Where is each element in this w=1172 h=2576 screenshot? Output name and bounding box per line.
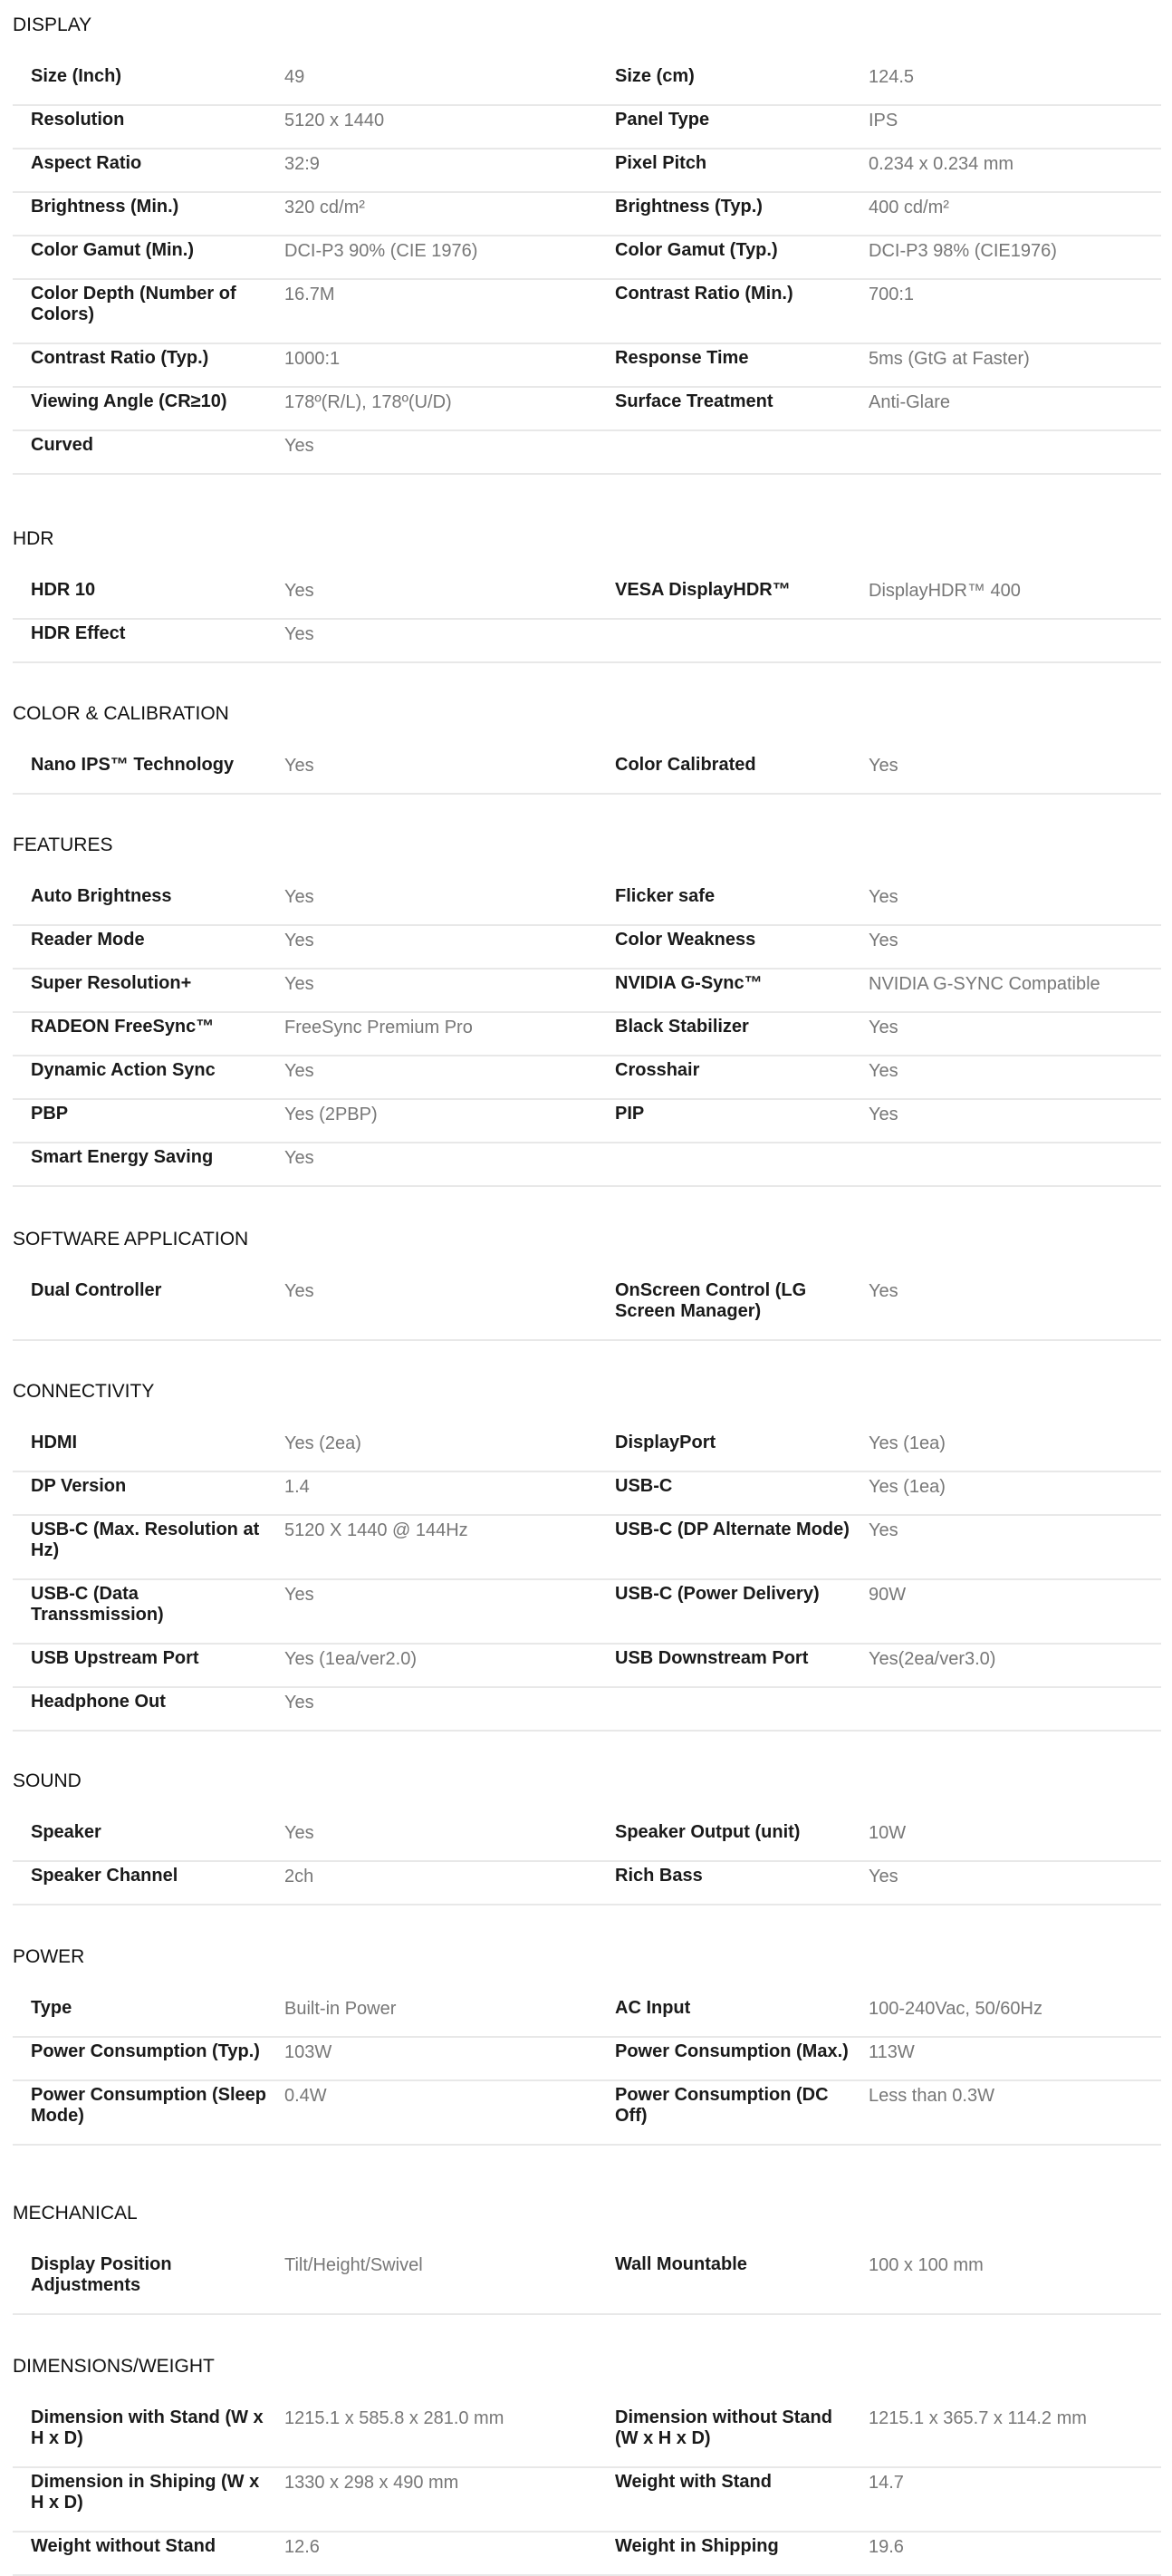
spec-row bbox=[13, 431, 1161, 475]
spec-value: 320 cd/m² bbox=[284, 198, 365, 217]
spec-row bbox=[13, 193, 1161, 236]
spec-value: Yes bbox=[284, 1061, 314, 1081]
spec-label-ac-input: AC Input bbox=[615, 1998, 691, 2018]
spec-value: Yes bbox=[284, 931, 314, 950]
spec-label-viewing-angle-cr-10: Viewing Angle (CR≥10) bbox=[31, 391, 227, 411]
section-title: DIMENSIONS/WEIGHT bbox=[13, 2356, 215, 2377]
spec-label-headphone-out: Headphone Out bbox=[31, 1692, 166, 1712]
spec-label-surface-treatment: Surface Treatment bbox=[615, 391, 773, 411]
spec-value: Built-in Power bbox=[284, 1999, 397, 2019]
spec-value: 103W bbox=[284, 2042, 332, 2062]
spec-row bbox=[13, 344, 1161, 388]
spec-label-type: Type bbox=[31, 1998, 72, 2018]
spec-value: Yes bbox=[869, 931, 898, 950]
spec-label-pip: PIP bbox=[615, 1104, 645, 1124]
spec-label-weight-with-stand: Weight with Stand bbox=[615, 2472, 772, 2492]
spec-value: 1330 x 298 x 490 mm bbox=[284, 2473, 459, 2493]
spec-label-dimension-without-stand-w-x-h-x-d: Dimension without Stand (W x H x D) bbox=[615, 2407, 832, 2448]
spec-label-hdmi: HDMI bbox=[31, 1433, 78, 1452]
section-title: HDR bbox=[13, 528, 54, 549]
section-title: SOUND bbox=[13, 1770, 82, 1791]
spec-value: 1215.1 x 585.8 x 281.0 mm bbox=[284, 2408, 504, 2428]
spec-row bbox=[13, 106, 1161, 150]
spec-label-contrast-ratio-typ: Contrast Ratio (Typ.) bbox=[31, 348, 209, 368]
spec-label-crosshair: Crosshair bbox=[615, 1060, 700, 1080]
spec-row bbox=[13, 883, 1161, 926]
spec-value: 100 x 100 mm bbox=[869, 2255, 984, 2275]
spec-label-usb-upstream-port: USB Upstream Port bbox=[31, 1648, 199, 1668]
section-title: POWER bbox=[13, 1946, 85, 1967]
section-title: FEATURES bbox=[13, 835, 113, 855]
spec-label-color-calibrated: Color Calibrated bbox=[615, 755, 756, 775]
spec-row bbox=[13, 1056, 1161, 1100]
spec-value: 5120 x 1440 bbox=[284, 111, 385, 130]
spec-label-dimension-with-stand-w-x-h-x-d: Dimension with Stand (W x H x D) bbox=[31, 2407, 264, 2448]
spec-label-display-position-adjustments: Display Position Adjustments bbox=[31, 2254, 172, 2295]
spec-value: 49 bbox=[284, 67, 305, 87]
spec-label-wall-mountable: Wall Mountable bbox=[615, 2254, 747, 2274]
spec-label-onscreen-control-lg-screen-manager: OnScreen Control (LG Screen Manager) bbox=[615, 1280, 807, 1321]
spec-value: 0.4W bbox=[284, 2086, 327, 2106]
spec-value: 113W bbox=[869, 2042, 915, 2062]
spec-label-hdr-effect: HDR Effect bbox=[31, 623, 126, 643]
spec-label-auto-brightness: Auto Brightness bbox=[31, 886, 172, 906]
section-title: SOFTWARE APPLICATION bbox=[13, 1229, 249, 1249]
spec-label-usb-c-max-resolution-at-hz: USB-C (Max. Resolution at Hz) bbox=[31, 1520, 260, 1560]
spec-row bbox=[13, 388, 1161, 431]
spec-label-nvidia-g-sync: NVIDIA G-Sync™ bbox=[615, 973, 763, 993]
spec-label-pixel-pitch: Pixel Pitch bbox=[615, 153, 707, 173]
spec-label-usb-c-power-delivery: USB-C (Power Delivery) bbox=[615, 1584, 820, 1604]
spec-value: 90W bbox=[869, 1585, 907, 1605]
spec-row bbox=[13, 1100, 1161, 1143]
spec-label-speaker-output-unit: Speaker Output (unit) bbox=[615, 1822, 801, 1842]
spec-value: Yes bbox=[284, 1693, 314, 1713]
spec-value: Tilt/Height/Swivel bbox=[284, 2255, 423, 2275]
spec-label-color-gamut-min: Color Gamut (Min.) bbox=[31, 240, 194, 260]
spec-label-rich-bass: Rich Bass bbox=[615, 1866, 703, 1886]
spec-label-smart-energy-saving: Smart Energy Saving bbox=[31, 1147, 214, 1167]
spec-value: Yes bbox=[869, 1061, 898, 1081]
spec-label-pbp: PBP bbox=[31, 1104, 69, 1124]
spec-label-curved: Curved bbox=[31, 435, 93, 455]
spec-label-brightness-min: Brightness (Min.) bbox=[31, 197, 179, 217]
spec-value: 5ms (GtG at Faster) bbox=[869, 349, 1030, 369]
spec-value: 400 cd/m² bbox=[869, 198, 949, 217]
spec-value: Less than 0.3W bbox=[869, 2086, 994, 2106]
spec-value: Anti-Glare bbox=[869, 392, 951, 412]
spec-row bbox=[13, 1645, 1161, 1688]
spec-label-speaker: Speaker bbox=[31, 1822, 101, 1842]
spec-label-usb-downstream-port: USB Downstream Port bbox=[615, 1648, 809, 1668]
spec-value: Yes bbox=[284, 1585, 314, 1605]
spec-value: 1215.1 x 365.7 x 114.2 mm bbox=[869, 2408, 1087, 2428]
spec-value: Yes bbox=[869, 1867, 898, 1886]
spec-value: Yes bbox=[869, 1105, 898, 1124]
spec-row bbox=[13, 236, 1161, 280]
spec-value: NVIDIA G-SYNC Compatible bbox=[869, 974, 1100, 994]
spec-label-dual-controller: Dual Controller bbox=[31, 1280, 162, 1300]
spec-label-reader-mode: Reader Mode bbox=[31, 930, 145, 950]
spec-label-power-consumption-sleep-mode: Power Consumption (Sleep Mode) bbox=[31, 2085, 267, 2126]
spec-label-dp-version: DP Version bbox=[31, 1476, 127, 1496]
spec-value: Yes bbox=[284, 436, 314, 456]
spec-label-contrast-ratio-min: Contrast Ratio (Min.) bbox=[615, 284, 793, 304]
spec-label-response-time: Response Time bbox=[615, 348, 749, 368]
spec-label-size-cm: Size (cm) bbox=[615, 66, 695, 86]
spec-value: 14.7 bbox=[869, 2473, 904, 2493]
spec-row bbox=[13, 1516, 1161, 1580]
spec-value: 1.4 bbox=[284, 1477, 310, 1497]
spec-label-black-stabilizer: Black Stabilizer bbox=[615, 1017, 749, 1037]
spec-row bbox=[13, 1580, 1161, 1645]
spec-value: 16.7M bbox=[284, 285, 335, 304]
spec-row bbox=[13, 2038, 1161, 2081]
spec-label-nano-ips-technology: Nano IPS™ Technology bbox=[31, 755, 235, 775]
spec-row bbox=[13, 150, 1161, 193]
spec-row bbox=[13, 1862, 1161, 1905]
spec-value: 124.5 bbox=[869, 67, 915, 87]
spec-label-radeon-freesync: RADEON FreeSync™ bbox=[31, 1017, 215, 1037]
spec-value: 0.234 x 0.234 mm bbox=[869, 154, 1014, 174]
spec-value: Yes bbox=[284, 624, 314, 644]
spec-value: DCI-P3 90% (CIE 1976) bbox=[284, 241, 478, 261]
spec-label-displayport: DisplayPort bbox=[615, 1433, 716, 1452]
spec-value: 19.6 bbox=[869, 2537, 904, 2557]
spec-label-hdr-10: HDR 10 bbox=[31, 580, 96, 600]
spec-value: 178º(R/L), 178º(U/D) bbox=[284, 392, 452, 412]
spec-label-brightness-typ: Brightness (Typ.) bbox=[615, 197, 763, 217]
spec-label-vesa-displayhdr: VESA DisplayHDR™ bbox=[615, 580, 791, 600]
spec-value: 100-240Vac, 50/60Hz bbox=[869, 1999, 1042, 2019]
spec-row bbox=[13, 1688, 1161, 1732]
spec-value: Yes (1ea/ver2.0) bbox=[284, 1649, 418, 1669]
spec-value: 10W bbox=[869, 1823, 907, 1843]
spec-label-weight-in-shipping: Weight in Shipping bbox=[615, 2536, 779, 2556]
spec-value: Yes bbox=[869, 1520, 898, 1540]
spec-row bbox=[13, 2404, 1161, 2468]
spec-row bbox=[13, 1143, 1161, 1187]
section-title: CONNECTIVITY bbox=[13, 1381, 155, 1402]
spec-row bbox=[13, 63, 1161, 106]
spec-value: Yes bbox=[284, 974, 314, 994]
spec-row bbox=[13, 970, 1161, 1013]
spec-label-usb-c: USB-C bbox=[615, 1476, 673, 1496]
spec-value: 2ch bbox=[284, 1867, 314, 1886]
spec-value: Yes (2PBP) bbox=[284, 1105, 378, 1124]
spec-value: Yes bbox=[284, 1281, 314, 1301]
spec-label-size-inch: Size (Inch) bbox=[31, 66, 122, 86]
spec-row bbox=[13, 1013, 1161, 1056]
spec-row bbox=[13, 751, 1161, 795]
spec-value: Yes bbox=[869, 1018, 898, 1037]
spec-row bbox=[13, 2533, 1161, 2576]
spec-row bbox=[13, 280, 1161, 344]
spec-value: 700:1 bbox=[869, 285, 915, 304]
spec-label-usb-c-dp-alternate-mode: USB-C (DP Alternate Mode) bbox=[615, 1520, 850, 1539]
spec-label-power-consumption-typ: Power Consumption (Typ.) bbox=[31, 2041, 260, 2061]
spec-row bbox=[13, 2251, 1161, 2315]
spec-row bbox=[13, 576, 1161, 620]
spec-row bbox=[13, 926, 1161, 970]
section-title: DISPLAY bbox=[13, 14, 92, 35]
spec-value: Yes bbox=[869, 1281, 898, 1301]
spec-label-speaker-channel: Speaker Channel bbox=[31, 1866, 178, 1886]
spec-row bbox=[13, 1819, 1161, 1862]
spec-value: 12.6 bbox=[284, 2537, 320, 2557]
spec-value: FreeSync Premium Pro bbox=[284, 1018, 473, 1037]
spec-value: Yes bbox=[869, 756, 898, 776]
spec-label-resolution: Resolution bbox=[31, 110, 125, 130]
spec-label-color-depth-number-of-colors: Color Depth (Number of Colors) bbox=[31, 284, 236, 324]
spec-label-dynamic-action-sync: Dynamic Action Sync bbox=[31, 1060, 216, 1080]
section-title: COLOR & CALIBRATION bbox=[13, 703, 229, 724]
spec-value: Yes bbox=[284, 756, 314, 776]
spec-label-usb-c-data-transsmission: USB-C (Data Transsmission) bbox=[31, 1584, 164, 1625]
spec-label-dimension-in-shiping-w-x-h-x-d: Dimension in Shiping (W x H x D) bbox=[31, 2472, 260, 2513]
spec-row bbox=[13, 2081, 1161, 2146]
spec-value: 1000:1 bbox=[284, 349, 341, 369]
spec-label-aspect-ratio: Aspect Ratio bbox=[31, 153, 142, 173]
spec-value: DCI-P3 98% (CIE1976) bbox=[869, 241, 1057, 261]
spec-value: 5120 X 1440 @ 144Hz bbox=[284, 1520, 468, 1540]
spec-label-weight-without-stand: Weight without Stand bbox=[31, 2536, 216, 2556]
spec-row bbox=[13, 1277, 1161, 1341]
spec-value: Yes (1ea) bbox=[869, 1433, 946, 1453]
spec-value: Yes bbox=[869, 887, 898, 907]
spec-row bbox=[13, 620, 1161, 663]
spec-value: Yes(2ea/ver3.0) bbox=[869, 1649, 996, 1669]
spec-value: IPS bbox=[869, 111, 898, 130]
spec-label-flicker-safe: Flicker safe bbox=[615, 886, 716, 906]
spec-label-panel-type: Panel Type bbox=[615, 110, 710, 130]
spec-label-color-gamut-typ: Color Gamut (Typ.) bbox=[615, 240, 778, 260]
spec-value: Yes bbox=[284, 581, 314, 601]
spec-label-power-consumption-dc-off: Power Consumption (DC Off) bbox=[615, 2085, 829, 2126]
spec-row bbox=[13, 1429, 1161, 1472]
spec-value: 32:9 bbox=[284, 154, 320, 174]
spec-row bbox=[13, 2468, 1161, 2533]
spec-value: Yes bbox=[284, 1823, 314, 1843]
spec-row bbox=[13, 1994, 1161, 2038]
section-title: MECHANICAL bbox=[13, 2203, 138, 2224]
spec-label-color-weakness: Color Weakness bbox=[615, 930, 756, 950]
spec-value: Yes bbox=[284, 887, 314, 907]
spec-row bbox=[13, 1472, 1161, 1516]
spec-value: Yes bbox=[284, 1148, 314, 1168]
spec-value: DisplayHDR™ 400 bbox=[869, 581, 1021, 601]
spec-label-power-consumption-max: Power Consumption (Max.) bbox=[615, 2041, 849, 2061]
spec-value: Yes (1ea) bbox=[869, 1477, 946, 1497]
spec-label-super-resolution: Super Resolution+ bbox=[31, 973, 192, 993]
spec-value: Yes (2ea) bbox=[284, 1433, 361, 1453]
